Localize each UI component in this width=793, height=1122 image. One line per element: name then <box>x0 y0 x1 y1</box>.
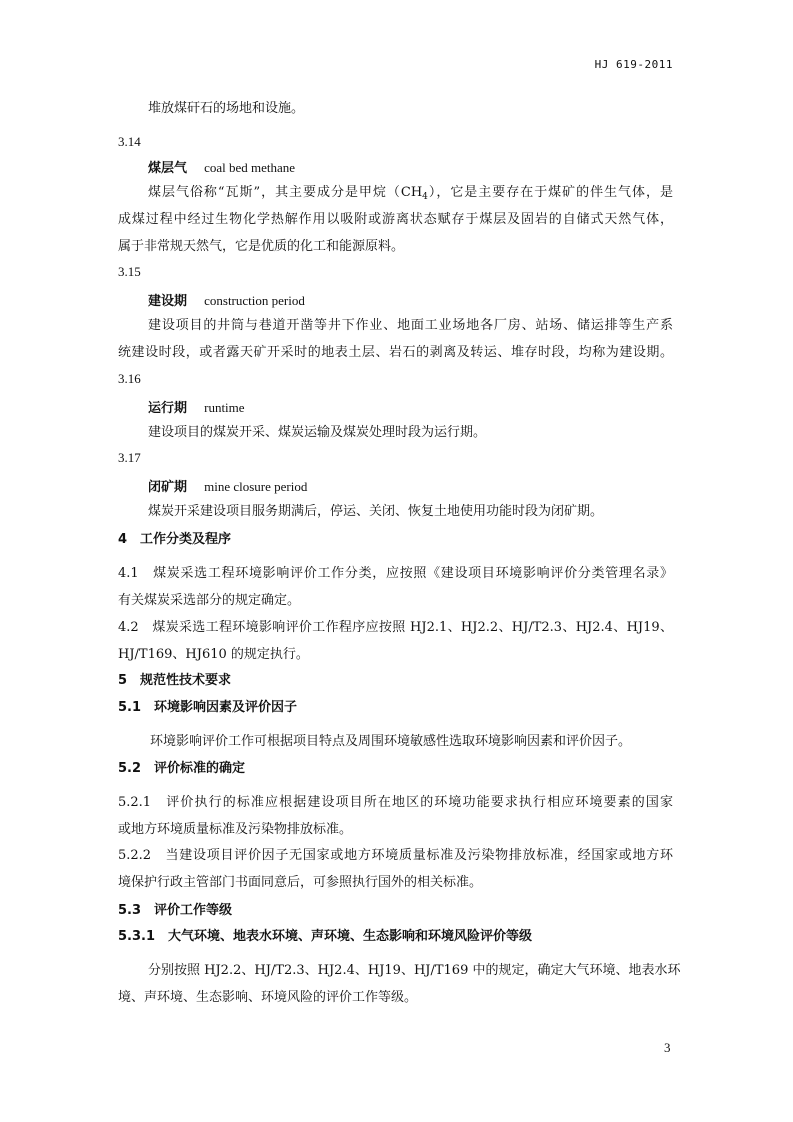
clause-number: 3.14 <box>118 134 141 149</box>
clause-number: 3.17 <box>118 450 141 465</box>
paragraph-line: 4.2 煤炭采选工程环境影响评价工作程序应按照 HJ2.1、HJ2.2、HJ/T2.3、HJ2.4、HJ19、 <box>118 620 673 635</box>
section-heading: 5 规范性技术要求 <box>118 673 232 688</box>
paragraph-line: 4.1 煤炭采选工程环境影响评价工作分类，应按照《建设项目环境影响评价分类管理名录》 <box>118 566 673 581</box>
definition-line: 建设项目的煤炭开采、煤炭运输及煤炭处理时段为运行期。 <box>148 425 487 440</box>
paragraph-line: 或地方环境质量标准及污染物排放标准。 <box>118 822 353 837</box>
paragraph-line: 分别按照 HJ2.2、HJ/T2.3、HJ2.4、HJ19、HJ/T169 中的规定，确定大气环境、地表水环 <box>148 963 681 978</box>
text-line: 堆放煤矸石的场地和设施。 <box>148 101 305 116</box>
definition-line: 属于非常规天然气，它是优质的化工和能源原料。 <box>118 239 405 254</box>
clause-number: 3.15 <box>118 264 141 279</box>
term-zh: 闭矿期 <box>148 480 188 495</box>
subsection-heading: 5.2 评价标准的确定 <box>118 761 246 776</box>
doc-code: HJ 619-2011 <box>594 58 673 71</box>
term-en: coal bed methane <box>204 160 296 175</box>
paragraph-line: HJ/T169、HJ610 的规定执行。 <box>118 647 309 662</box>
term-zh: 建设期 <box>148 294 188 309</box>
term-heading <box>148 157 295 178</box>
term-en: construction period <box>204 293 305 308</box>
term-heading <box>148 476 307 497</box>
term-zh: 运行期 <box>148 401 188 416</box>
paragraph-line: 有关煤炭采选部分的规定确定。 <box>118 593 301 608</box>
paragraph-line: 环境影响评价工作可根据项目特点及周围环境敏感性选取环境影响因素和评价因子。 <box>150 734 632 749</box>
term-heading <box>148 397 245 418</box>
definition-line: 煤层气俗称“瓦斯”，其主要成分是甲烷$(CH_4)$，它是主要存在于煤矿的伴生气体，是 <box>148 185 673 202</box>
subsection-heading: 5.1 环境影响因素及评价因子 <box>118 700 298 715</box>
paragraph-line: 境保护行政主管部门书面同意后，可参照执行国外的相关标准。 <box>118 875 483 890</box>
term-zh: 煤层气 <box>148 161 188 176</box>
term-heading <box>148 290 305 311</box>
clause-number: 3.16 <box>118 371 141 386</box>
paragraph-line: 5.2.2 当建设项目评价因子无国家或地方环境质量标准及污染物排放标准，经国家或地方环 <box>118 848 673 863</box>
definition-line: 成煤过程中经过生物化学热解作用以吸附或游离状态赋存于煤层及固岩的自储式天然气体， <box>118 212 673 227</box>
term-en: mine closure period <box>204 479 308 494</box>
term-en: runtime <box>204 400 245 415</box>
page-number: 3 <box>664 1040 671 1055</box>
paragraph-line: 5.2.1 评价执行的标准应根据建设项目所在地区的环境功能要求执行相应环境要素的国家 <box>118 795 673 810</box>
definition-line: 煤炭开采建设项目服务期满后，停运、关闭、恢复土地使用功能时段为闭矿期。 <box>148 504 604 519</box>
section-heading: 4 工作分类及程序 <box>118 532 232 547</box>
subsection-heading: 5.3.1 大气环境、地表水环境、声环境、生态影响和环境风险评价等级 <box>118 929 533 944</box>
subsection-heading: 5.3 评价工作等级 <box>118 903 233 918</box>
definition-line: 统建设时段，或者露天矿开采时的地表土层、岩石的剥离及转运、堆存时段，均称为建设期。 <box>118 345 673 360</box>
definition-line: 建设项目的井筒与巷道开凿等井下作业、地面工业场地各厂房、站场、储运排等生产系 <box>148 318 673 333</box>
paragraph-line: 境、声环境、生态影响、环境风险的评价工作等级。 <box>118 990 418 1005</box>
